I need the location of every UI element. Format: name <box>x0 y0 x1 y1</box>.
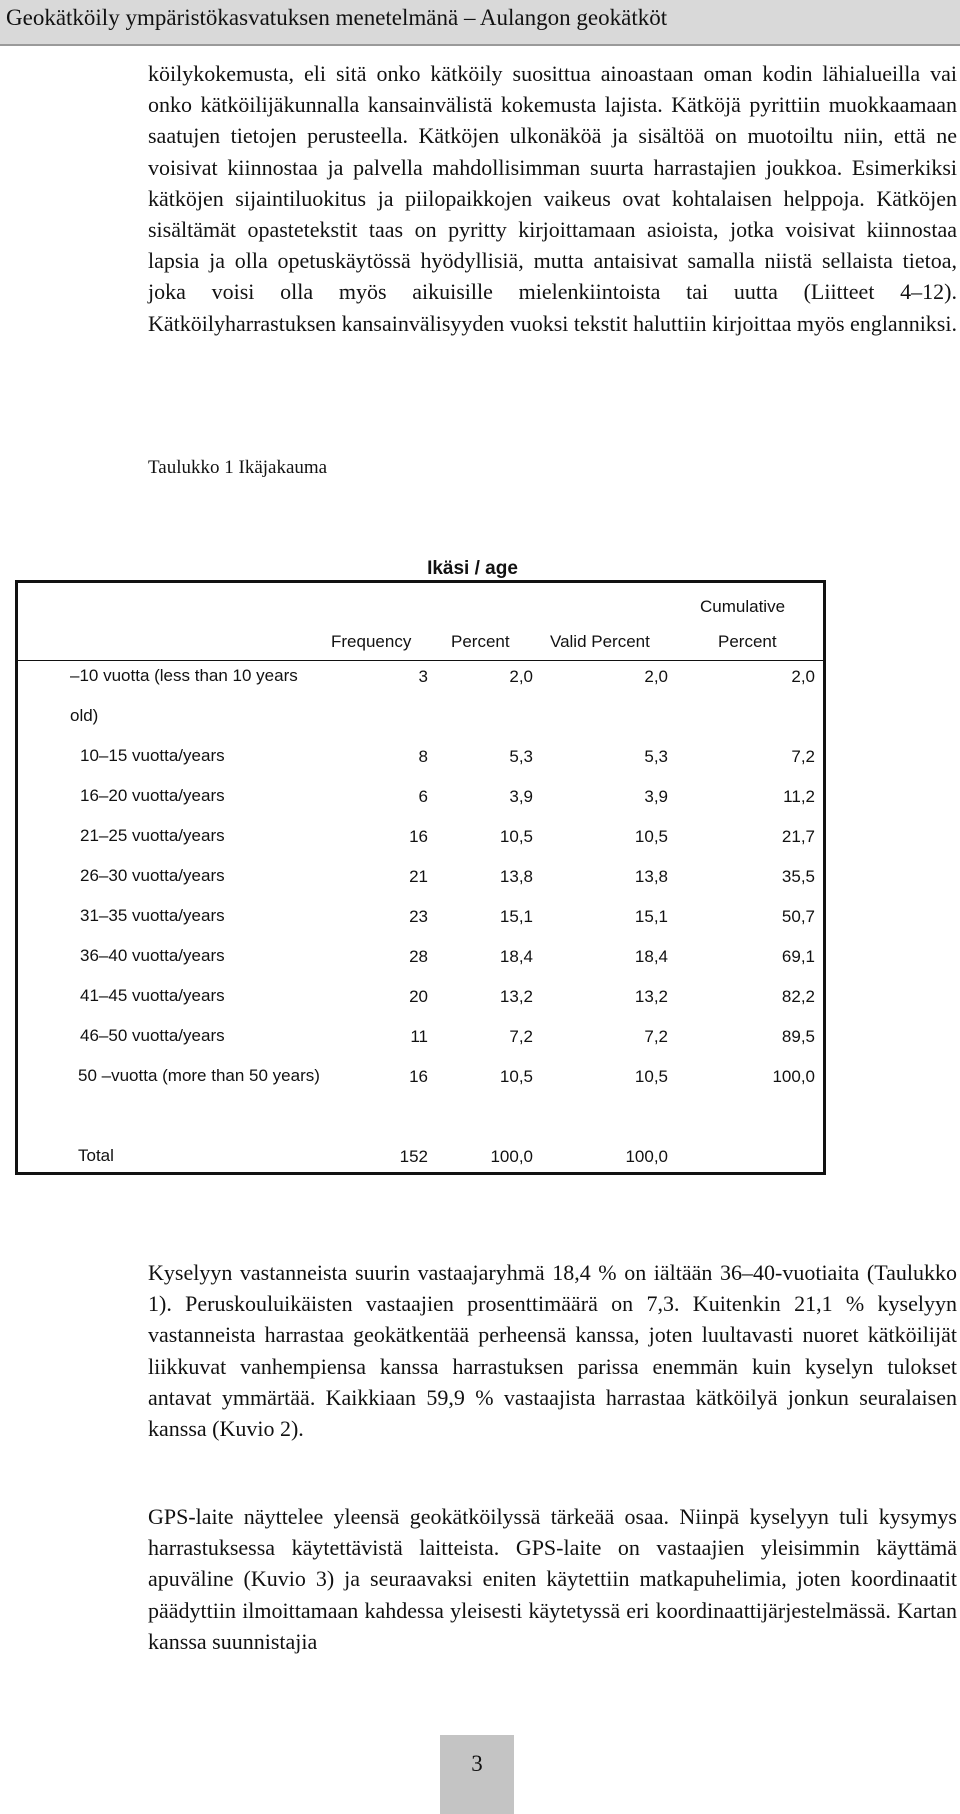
body-paragraph-1: köilykokemusta, eli sitä onko kätköily suosittua ainoastaan oman kodin lähialueilla vai onko kätköilijäkunnalla kansainvälistä kokemusta lajista. Kätköjä pyrittiin muokkaamaan saatujen tietojen perusteella. Kätköjen ulkonäköä ja sisältöä on muotoiltu niin, että ne voisivat kiinnostaa ja palvella mahdollisimman suurta harrastajien joukkoa. Esimerkiksi kätköjen sijaintiluokitus ja piilopaikkojen vaikeus ovat kohtalaisen helppoja. Kätköjen sisältämät opastetekstit taas on pyritty kirjoittamaan asioista, jotka voisivat kiinnostaa lapsia ja olla opetuskäytössä hyödyllisiä, mutta antaisivat samalla niistä sellaista tietoa, joka voisi olla myös aikuisille mielenkiintoista tai uutta (Liitteet 4–12). Kätköilyharrastuksen kansainvälisyyden vuoksi tekstit haluttiin kirjoittaa myös englanniksi. <box>148 61 957 336</box>
cell-percent: 15,1 <box>499 907 533 926</box>
header-cumulative-percent: Percent <box>718 632 777 651</box>
cell-percent: 7,2 <box>509 1027 533 1046</box>
row-label: 36–40 vuotta/years <box>80 946 225 965</box>
header-title: Geokätköily ympäristökasvatuksen menetelmänä – Aulangon geokätköt <box>6 5 668 30</box>
cell-cumulative: 100,0 <box>772 1067 815 1086</box>
row-label: 16–20 vuotta/years <box>80 786 225 805</box>
cell-frequency: 11 <box>410 1027 428 1046</box>
cell-cumulative: 7,2 <box>791 747 815 766</box>
cell-frequency: 16 <box>409 1067 428 1086</box>
cell-valid-percent: 10,5 <box>634 827 668 846</box>
page-number-box <box>440 1735 514 1814</box>
header-percent: Percent <box>451 632 510 651</box>
cell-frequency: 16 <box>409 827 428 846</box>
cell-valid-percent: 13,2 <box>634 987 668 1006</box>
cell-cumulative: 50,7 <box>781 907 815 926</box>
cell-valid-percent: 18,4 <box>634 947 668 966</box>
row-label: 21–25 vuotta/years <box>80 826 225 845</box>
cell-percent: 2,0 <box>509 667 533 686</box>
body-paragraph-2: Kyselyyn vastanneista suurin vastaajaryhmä 18,4 % on iältään 36–40-vuotiaita (Taulukko 1). Peruskouluikäisten vastaajien prosenttimäärä on 7,3. Kuitenkin 21,1 % kyselyyn vastanneista harrastaa geokätkentää perheensä kanssa, joten luultavasti nuoret kätköilijät liikkuvat vanhempiensa kanssa harrastuksen parissa enemmän kuin kyselyn tulokset antavat ymmärtää. Kaikkiaan 59,9 % vastaajista harrastaa kätköilyä jonkun seuralaisen kanssa (Kuvio 2). <box>148 1260 957 1442</box>
table-title: Ikäsi / age <box>427 558 518 579</box>
cell-frequency: 8 <box>418 747 428 766</box>
cell-percent: 13,2 <box>499 987 533 1006</box>
cell-valid-percent: 100,0 <box>625 1147 668 1166</box>
cell-valid-percent: 5,3 <box>644 747 668 766</box>
cell-percent: 13,8 <box>499 867 533 886</box>
row-label: 50 –vuotta (more than 50 years) <box>78 1066 320 1085</box>
cell-cumulative: 35,5 <box>781 867 815 886</box>
cell-frequency: 3 <box>418 667 428 686</box>
cell-cumulative: 82,2 <box>781 987 815 1006</box>
cell-cumulative: 11,2 <box>783 787 815 806</box>
row-label: 10–15 vuotta/years <box>80 746 225 765</box>
page-number: 3 <box>471 1751 483 1776</box>
cell-frequency: 21 <box>409 867 428 886</box>
row-label: 46–50 vuotta/years <box>80 1026 225 1045</box>
cell-cumulative: 21,7 <box>781 827 815 846</box>
header-cumulative: Cumulative <box>700 597 786 616</box>
cell-percent: 100,0 <box>490 1147 533 1166</box>
running-header <box>0 0 960 46</box>
body-paragraph-3: GPS-laite näyttelee yleensä geokätköilyssä tärkeää osaa. Niinpä kyselyyn tuli kysymys harrastuksessa käytettävistä laitteista. GPS-laite on vastaajien yleisimmin käyttämä apuväline (Kuvio 3) ja seuraavaksi eniten käytettiin matkapuhelimia, joten koordinaatit päädyttiin ilmoittamaan kahdessa yleisesti käytetyssä eri koordinaattijärjestelmässä. Kartan kanssa suunnistajia <box>148 1504 957 1654</box>
cell-percent: 10,5 <box>499 827 533 846</box>
cell-percent: 10,5 <box>499 1067 533 1086</box>
cell-frequency: 28 <box>409 947 428 966</box>
cell-valid-percent: 7,2 <box>644 1027 668 1046</box>
cell-cumulative: 2,0 <box>791 667 815 686</box>
cell-percent: 5,3 <box>509 747 533 766</box>
cell-frequency: 23 <box>409 907 428 926</box>
row-label: –10 vuotta (less than 10 years old) <box>70 666 298 725</box>
cell-valid-percent: 15,1 <box>634 907 668 926</box>
row-label: 26–30 vuotta/years <box>80 866 225 885</box>
cell-cumulative: 89,5 <box>781 1027 815 1046</box>
cell-frequency: 152 <box>399 1147 428 1166</box>
header-valid-percent: Valid Percent <box>550 632 650 651</box>
cell-cumulative: 69,1 <box>781 947 815 966</box>
cell-valid-percent: 3,9 <box>644 787 668 806</box>
row-label: Total <box>78 1146 114 1165</box>
cell-percent: 18,4 <box>499 947 533 966</box>
cell-frequency: 20 <box>409 987 428 1006</box>
row-label: 41–45 vuotta/years <box>80 986 225 1005</box>
row-label: 31–35 vuotta/years <box>80 906 225 925</box>
cell-valid-percent: 13,8 <box>634 867 668 886</box>
cell-frequency: 6 <box>418 787 428 806</box>
cell-percent: 3,9 <box>509 787 533 806</box>
table-caption: Taulukko 1 Ikäjakauma <box>148 457 328 478</box>
header-frequency: Frequency <box>331 632 412 651</box>
cell-valid-percent: 2,0 <box>644 667 668 686</box>
cell-valid-percent: 10,5 <box>634 1067 668 1086</box>
